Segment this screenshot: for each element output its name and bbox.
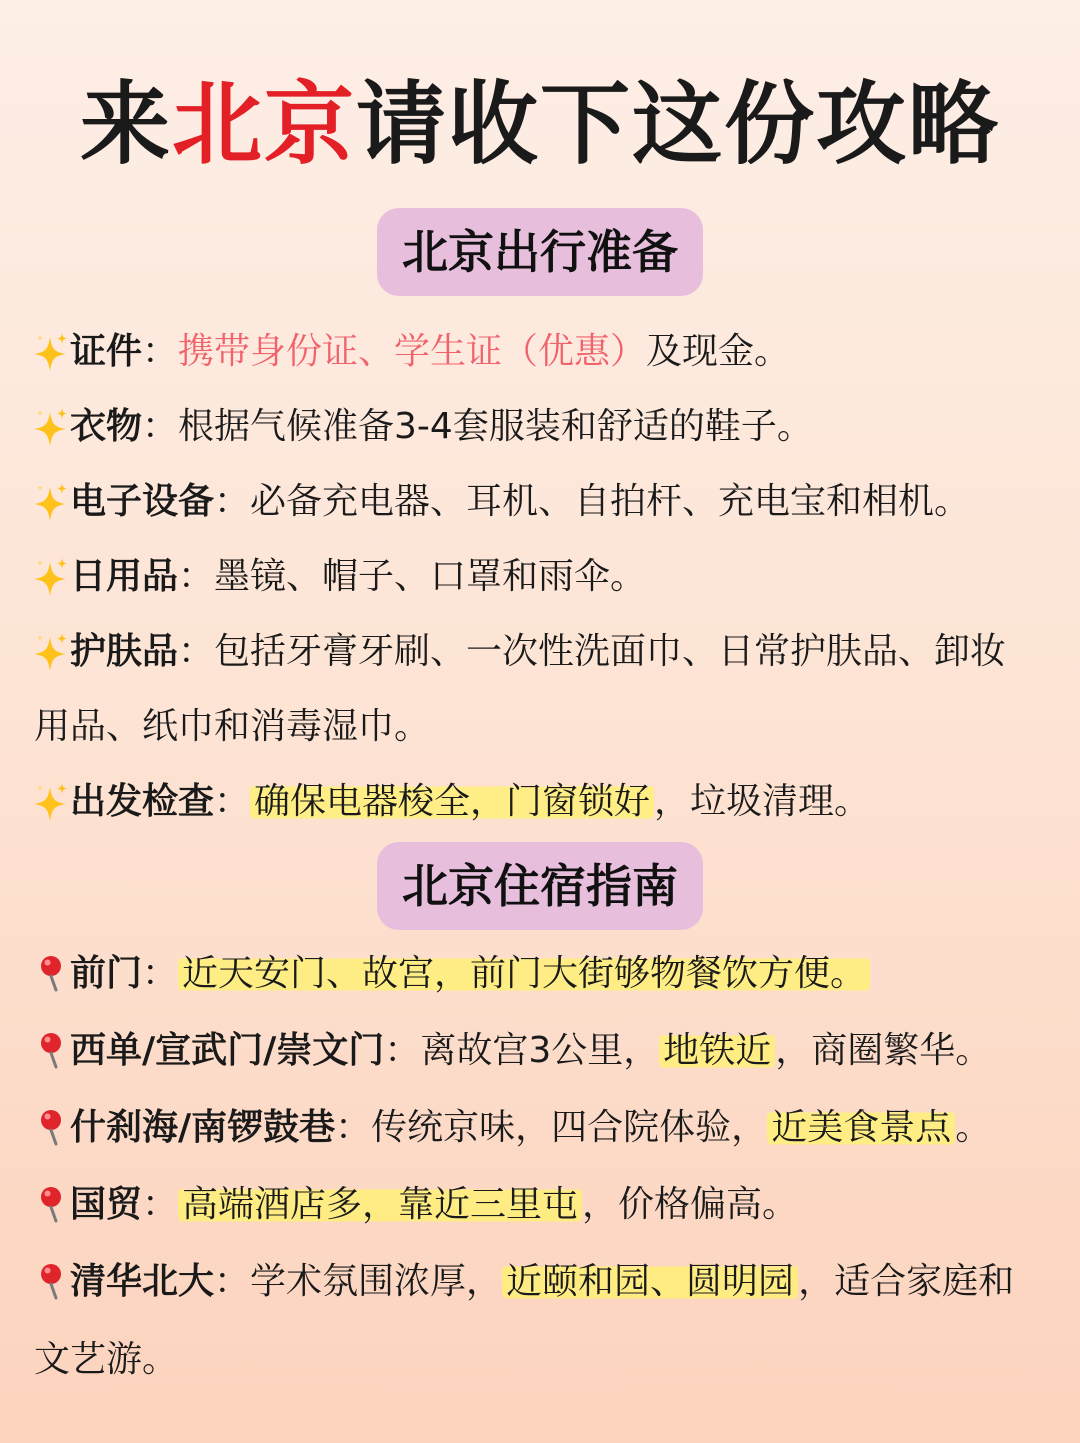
section-heading-travel-prep: 北京出行准备 xyxy=(377,208,703,296)
list-item: 护肤品：包括牙膏牙刷、一次性洗面巾、日常护肤品、卸妆 xyxy=(34,628,1006,676)
sparkle-icon xyxy=(34,631,70,671)
list-item: 清华北大：学术氛围浓厚， 近颐和园、圆明园 ，适合家庭和 xyxy=(34,1258,1014,1306)
pin-icon xyxy=(34,1107,70,1147)
highlight: 高端酒店多，靠近三里屯 xyxy=(178,1184,582,1225)
list-item: 出发检查： 确保电器梭全，门窗锁好 ，垃圾清理。 xyxy=(34,778,870,826)
pin-icon xyxy=(34,1030,70,1070)
highlight: 地铁近 xyxy=(659,1030,775,1071)
list-item-continuation: 用品、纸巾和消毒湿巾。 xyxy=(34,706,431,747)
pin-icon xyxy=(34,1261,70,1301)
page-title: 来北京请收下这份攻略 xyxy=(80,72,1000,177)
highlight: 确保电器梭全，门窗锁好 xyxy=(250,781,654,822)
list-item: 衣物：根据气候准备3-4套服装和舒适的鞋子。 xyxy=(34,403,813,451)
list-item: 电子设备：必备充电器、耳机、自拍杆、充电宝和相机。 xyxy=(34,478,970,526)
sparkle-icon xyxy=(34,331,70,371)
title-highlight: 北京 xyxy=(172,72,356,177)
sparkle-icon xyxy=(34,781,70,821)
sparkle-icon xyxy=(34,556,70,596)
list-item: 前门： 近天安门、故宫，前门大街够物餐饮方便。 xyxy=(34,950,870,998)
list-item: 日用品：墨镜、帽子、口罩和雨伞。 xyxy=(34,553,646,601)
sparkle-icon xyxy=(34,406,70,446)
list-item: 证件：携带身份证、学生证（优惠）及现金。 xyxy=(34,328,790,376)
list-item: 西单/宣武门/崇文门：离故宫3公里， 地铁近 ，商圈繁华。 xyxy=(34,1027,991,1075)
list-item: 什刹海/南锣鼓巷：传统京味，四合院体验， 近美食景点 。 xyxy=(34,1104,991,1152)
list-item: 国贸： 高端酒店多，靠近三里屯 ，价格偏高。 xyxy=(34,1181,798,1229)
highlight: 近天安门、故宫，前门大街够物餐饮方便。 xyxy=(178,953,870,994)
highlight: 近颐和园、圆明园 xyxy=(502,1261,798,1302)
pin-icon xyxy=(34,1184,70,1224)
section-heading-lodging-guide: 北京住宿指南 xyxy=(377,842,703,930)
pin-icon xyxy=(34,953,70,993)
sparkle-icon xyxy=(34,481,70,521)
list-item-continuation: 文艺游。 xyxy=(34,1339,179,1380)
highlight: 近美食景点 xyxy=(767,1107,955,1148)
